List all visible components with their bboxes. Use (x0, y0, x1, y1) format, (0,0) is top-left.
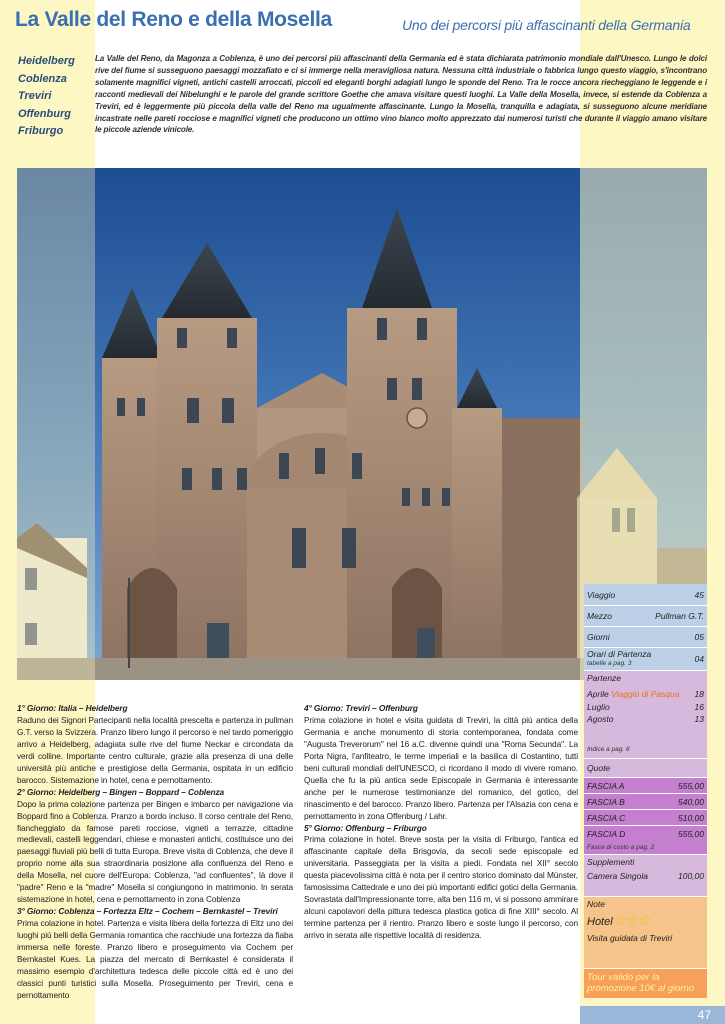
intro-text: La Valle del Reno, da Magonza a Coblenza, è uno dei percorsi più affascinanti della Germania ed è stata dichiarata patrimonio mondiale dall'Unesco. Lungo le dolci rive del fiume si susseguono paesaggi mozzafiato e ci si immerge nella meravigliosa natura. Nessuna città industriale o fabbrica lungo questo viaggio, s'incontrano solamente magnifici vigneti, antichi castelli arroccati, piccoli ed eleganti borghi adagiati lungo le sponde del Reno. Tra le rocce ancora riecheggiano le leggende e i racconti medievali dei Nibelunghi e le parole del grande scrittore Goethe che amava visitare questi luoghi. La Valle della Mosella, invece, si estende da Coblenza a Treviri, ed è leggermente più piccola della valle del Reno ma ugualmente affascinante. Lungo la Mosella, tranquilla e adagiata, si susseguono alcune meridiane incastrate nelle pareti rocciose e magnifici vigneti che producono un ottimo vino bianco molto apprezzato dai numerosi turisti che durante il viaggio amano visitare le piccole aziende vinicole. (95, 54, 707, 135)
viaggio-row: Viaggio 45 (584, 584, 707, 605)
partenza-row: Luglio 16 (587, 701, 704, 712)
partenza-row: Aprile Viaggio di Pasqua 18 (587, 689, 704, 699)
giorni-row: Giorni 05 (584, 626, 707, 647)
city-item: Coblenza (18, 72, 67, 85)
day-3-text: Prima colazione in hotel. Partenza e visita libera della fortezza di Eltz uno dei luoghi più belli della Germania romantica che racchiude una fortezza da fiaba immersa nelle foreste. Pranzo libero e proseguimento via Cochem per Bernkastel Kues. La piazza del mercato di Bernkastel è considerata il massimo esempio d'architettura tedesca delle piccole città ed è uno dei classici punti turistici sulla Mosella. Proseguimento per Treviri, cena e pernottamento (17, 918, 293, 1000)
page-subtitle: Uno dei percorsi più affascinanti della Germania (402, 17, 691, 33)
day-4-text: Prima colazione in hotel e visita guidata di Treviri, la città più antica della Germania e anche monumento di storia contemporanea, fondata come "Augusta Treverorum" nel 16 a.C. divenne quindi una "Roma Secunda". La Porta Nigra, l'anfiteatro, le terme imperiali e la basilica di Costantino, tutti beni culturali mondiali dell'UNESCO, ci ricordano il modo di vivere romano. Quella che fu la più antica sede Episcopale in Germania è interessante anche per le numerose testimonianze del romanico, del gotico, del rinascimento e del barocco. Pranzo libero. Partenza per l'Alsazia con cena e pernottamento in zona Offenburg / Lahr. (304, 714, 578, 821)
day-5-text: Prima colazione in hotel. Breve sosta per la visita di Friburgo, l'antica ed affascinante capitale della Brisgovia, da secoli sede episcopale ed universitaria. Passeggiata per la visita a piedi. Fondata nel XII° secolo questa piacevolissima città è nota per il centro storico dominato dal Münster, famosissima Cattedrale e uno dei più importanti edifici gotici della Germania. Sovrastata dall'Impressionante torre, alta ben 116 m, vi si possono ammirare alcuni capolavori della pittura tedesca plastica gotica di fine XIII° secolo. Al termine partenza per il rientro. Pranzo libero e soste lungo il percorso, con arrivo in serata alle rispettive località di residenza. (304, 834, 578, 941)
orari-row: Orari di Partenza tabelle a pag. 3 04 (584, 647, 707, 670)
promo-block: Tour valido per la promozione 10€ al giorno (584, 968, 707, 998)
trip-info-panel (584, 584, 707, 998)
cities-list (18, 53, 75, 141)
partenze-block: Partenze Aprile Viaggio di Pasqua 18 Luglio 16 Agosto 13 Indice a pag. 6 (584, 670, 707, 758)
day-3-title: 3° Giorno: Coblenza – Fortezza Eltz – Cochem – Bernkastel – Treviri (17, 906, 278, 917)
day-4-title: 4° Giorno: Treviri – Offenburg (304, 703, 418, 713)
city-item: Offenburg (18, 107, 71, 120)
day-1-text: Raduno dei Signori Partecipanti nella località prescelta e partenza in pullman G.T. verso la Svizzera. Pranzo libero lungo il percorso e nel tardo pomeriggio arrivo a Heidelberg, adagiata sulle rive del fiume Neckar e circondata da verdi colline. Importante centro culturale, grazie alla presenza di una delle università più antiche e prestigiose della Germania, ospitata in un edificio barocco. Sistemazione in hotel, cena e pernottamento. (17, 714, 293, 785)
day-5-title: 5° Giorno: Offenburg – Friburgo (304, 822, 427, 833)
fascia-row: FASCIA A 555,00 (584, 777, 707, 793)
day-2-title: 2° Giorno: Heidelberg – Bingen – Boppard – Coblenza (17, 786, 225, 797)
city-item: Heidelberg (18, 55, 75, 67)
partenza-row: Agosto 13 (587, 714, 704, 724)
fascia-row: FASCIA C 510,00 (584, 809, 707, 825)
itinerary-column-1 (17, 703, 293, 1002)
fascia-row: FASCIA B 540,00 (584, 793, 707, 809)
mezzo-row: Mezzo Pullman G.T. (584, 605, 707, 626)
quote-row: Quote (584, 758, 707, 777)
itinerary-column-2 (304, 703, 578, 942)
page-number: 47 (580, 1006, 725, 1024)
supplementi-block: Supplementi Camera Singola 100,00 (584, 854, 707, 896)
day-1-title: 1° Giorno: Italia – Heidelberg (17, 703, 128, 713)
fascia-row: FASCIA D 555,00 (584, 825, 707, 841)
star-icon: ☆☆☆ (612, 912, 651, 928)
day-2-text: Dopo la prima colazione partenza per Bingen e imbarco per navigazione via Boppard fino a Coblenza. Pranzo a bordo incluso. Il corso centrale del Reno, fiancheggiato da famose pareti rocciose, vigneti a terrazze, cittadine medievali, castelli leggendari, chiese e monasteri antichi, costituisce uno dei paesaggi fluviali più belli di tutta Europa. Breve visita di Coblenza, che deve il proprio nome alla sua straordinaria posizione alla confluenza del Reno e della Mosella, nel cuore dell'Europa: Coblenza, "ad confluentes", là dove il "padre" Reno e la "madre" Mosella si congiungono in matrimonio. In serata sistemazione in hotel, cena e pernottamento in zona Coblenza (17, 798, 293, 905)
page-title: La Valle del Reno e della Mosella (15, 8, 332, 31)
fasce-note: Fasce di costo a pag. 2 (584, 841, 707, 854)
note-block: Note Hotel☆☆☆ Visita guidata di Treviri (584, 896, 707, 968)
city-item: Treviri (18, 90, 52, 102)
city-item: Friburgo (18, 125, 64, 137)
